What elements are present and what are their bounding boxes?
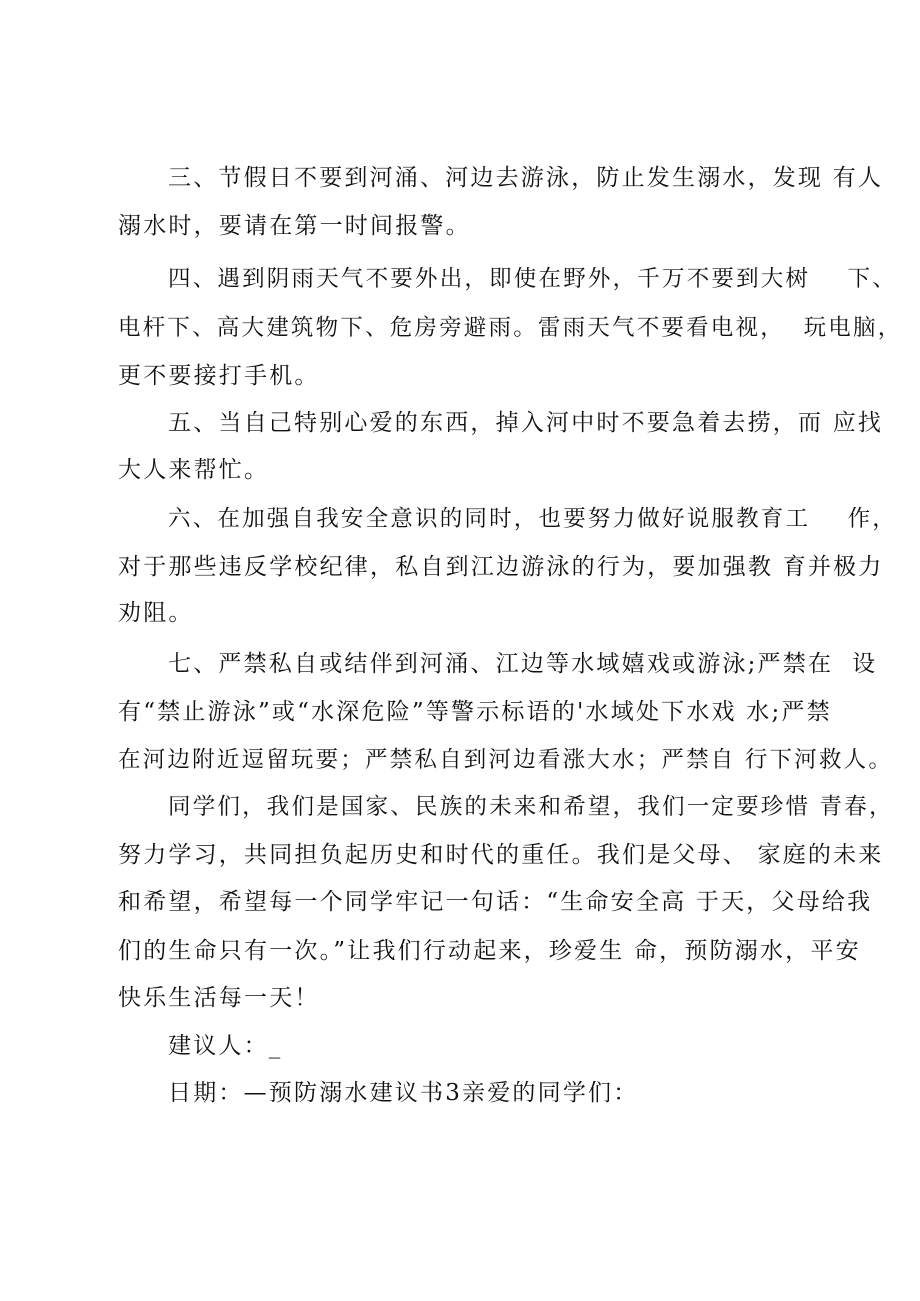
paragraph-3-line-1: 三、节假日不要到河涌、河边去游泳，防止发生溺水，发现 有人	[168, 165, 884, 191]
paragraph-8-line-2: 努力学习，共同担负起历史和时代的重任。我们是父母、 家庭的未来	[118, 842, 884, 868]
paragraph-5-line-1: 五、当自己特别心爱的东西，掉入河中时不要急着去捞，而 应找	[168, 410, 884, 436]
paragraph-5-line-2: 大人来帮忙。	[118, 457, 270, 483]
paragraph-6-line-2: 对于那些违反学校纪律，私自到江边游泳的行为，要加强教 育并极力	[118, 554, 884, 580]
paragraph-7-line-3: 在河边附近逗留玩要；严禁私自到河边看涨大水；严禁自 行下河救人。	[118, 747, 894, 773]
paragraph-7-line-2: 有“禁止游泳”或“水深危险”等警示标语的'水域处下水戏 水;严禁	[118, 699, 832, 725]
paragraph-3-line-2: 溺水时，要请在第一时间报警。	[118, 213, 471, 239]
paragraph-8-line-4: 们的生命只有一次。”让我们行动起来，珍爱生 命，预防溺水，平安	[118, 938, 861, 964]
paragraph-7-line-1: 七、严禁私自或结伴到河涌、江边等水域嬉戏或游泳;严禁在 设	[168, 651, 878, 677]
date-line: 日期：—预防溺水建议书3亲爱的同学们：	[168, 1080, 639, 1106]
paragraph-4-line-1: 四、遇到阴雨天气不要外出，即使在野外，千万不要到大树 下、	[168, 266, 898, 292]
paragraph-6-line-3: 劝阻。	[118, 600, 194, 626]
paragraph-4-line-2: 电杆下、高大建筑物下、危房旁避雨。雷雨天气不要看电视， 玩电脑，	[118, 315, 903, 341]
signature-line: 建议人：_	[168, 1033, 283, 1059]
paragraph-8-line-1: 同学们，我们是国家、民族的未来和希望，我们一定要珍惜 青春，	[168, 794, 894, 820]
paragraph-6-line-1: 六、在加强自我安全意识的同时，也要努力做好说服教育工 作，	[168, 506, 898, 532]
paragraph-4-line-3: 更不要接打手机。	[118, 363, 320, 389]
paragraph-8-line-5: 快乐生活每一天！	[118, 985, 320, 1011]
paragraph-8-line-3: 和希望，希望每一个同学牢记一句话：“生命安全高 于天，父母给我	[118, 889, 873, 915]
